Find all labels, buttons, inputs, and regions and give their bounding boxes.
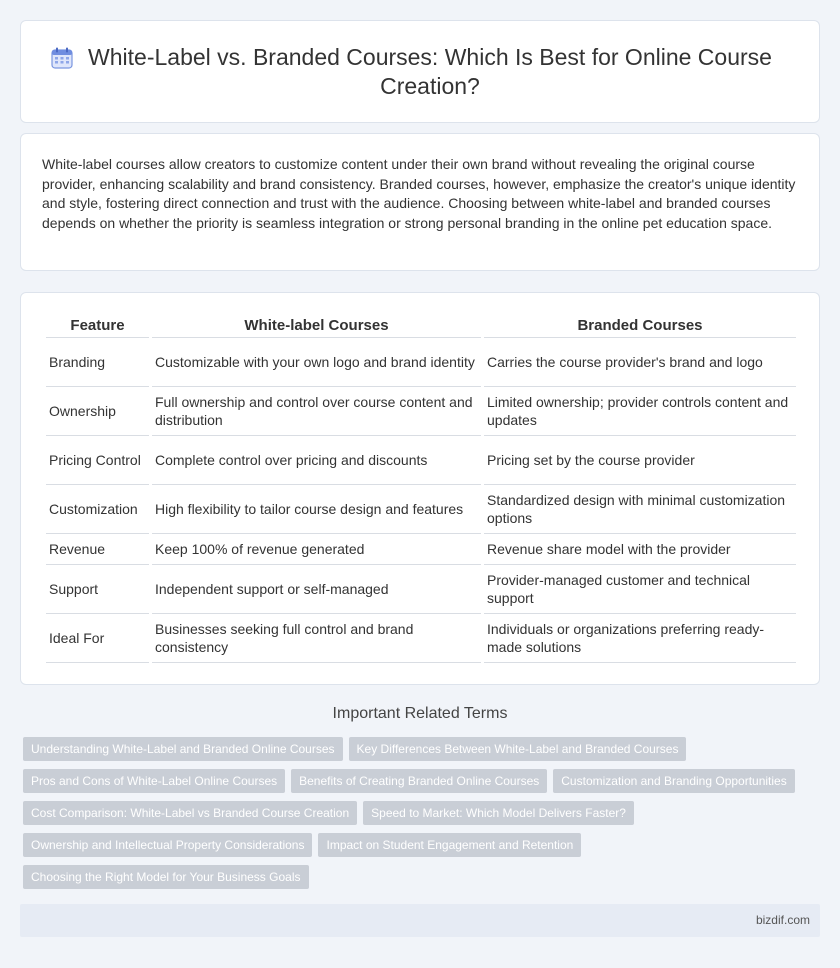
table-cell: Revenue share model with the provider	[484, 534, 796, 565]
table-row	[46, 387, 796, 436]
table-cell: Carries the course provider's brand and logo	[484, 338, 796, 387]
table-cell: Independent support or self-managed	[152, 565, 481, 614]
table-cell: Complete control over pricing and discounts	[152, 436, 481, 485]
header-feature: Feature	[46, 314, 149, 338]
related-term-link[interactable]: Understanding White-Label and Branded Online Courses	[23, 737, 343, 761]
comparison-card	[20, 292, 820, 685]
table-row	[46, 534, 796, 565]
related-term-link[interactable]: Choosing the Right Model for Your Business Goals	[23, 865, 309, 889]
title-card	[20, 20, 820, 123]
table-cell: Businesses seeking full control and brand consistency	[152, 614, 481, 663]
table-cell: Branding	[46, 338, 149, 387]
table-cell: Pricing set by the course provider	[484, 436, 796, 485]
related-term-link[interactable]: Cost Comparison: White-Label vs Branded Course Creation	[23, 801, 357, 825]
intro-card	[20, 133, 820, 271]
table-cell: Customization	[46, 485, 149, 534]
table-row	[46, 338, 796, 387]
related-term-link[interactable]: Key Differences Between White-Label and Branded Courses	[349, 737, 687, 761]
table-row	[46, 565, 796, 614]
related-terms-heading: Important Related Terms	[332, 705, 508, 722]
table-cell: Provider-managed customer and technical support	[484, 565, 796, 614]
table-cell: Customizable with your own logo and brand identity	[152, 338, 481, 387]
table-cell: Pricing Control	[46, 436, 149, 485]
table-cell: Revenue	[46, 534, 149, 565]
intro-paragraph: White-label courses allow creators to customize content under their own brand without revealing the original course provider, enhancing scalability and brand consistency. Branded courses, however, emphasize the creator's unique identity and style, fostering direct connection and trust with the audience. Choosing between white-label and branded courses depends on whether the priority is seamless integration or strong personal branding in the online pet education space.	[42, 156, 796, 231]
table-cell: High flexibility to tailor course design and features	[152, 485, 481, 534]
related-term-link[interactable]: Benefits of Creating Branded Online Courses	[291, 769, 547, 793]
table-row	[46, 614, 796, 663]
table-cell: Support	[46, 565, 149, 614]
table-cell: Individuals or organizations preferring ready-made solutions	[484, 614, 796, 663]
table-cell: Ideal For	[46, 614, 149, 663]
table-cell: Limited ownership; provider controls content and updates	[484, 387, 796, 436]
footer	[20, 904, 820, 937]
related-term-link[interactable]: Speed to Market: Which Model Delivers Faster?	[363, 801, 634, 825]
related-terms-list	[23, 737, 813, 889]
related-term-link[interactable]: Impact on Student Engagement and Retention	[318, 833, 581, 857]
footer-site-link[interactable]: bizdif.com	[755, 913, 810, 927]
table-row	[46, 485, 796, 534]
related-term-link[interactable]: Customization and Branding Opportunities	[553, 769, 794, 793]
table-cell: Ownership	[46, 387, 149, 436]
page-title: White-Label vs. Branded Courses: Which Is Best for Online Course Creation?	[88, 44, 772, 99]
comparison-table	[43, 314, 799, 663]
table-header-row	[46, 314, 796, 338]
table-cell: Keep 100% of revenue generated	[152, 534, 481, 565]
header-white-label: White-label Courses	[152, 314, 481, 338]
table-cell: Standardized design with minimal customization options	[484, 485, 796, 534]
header-branded: Branded Courses	[484, 314, 796, 338]
related-term-link[interactable]: Ownership and Intellectual Property Considerations	[23, 833, 312, 857]
related-term-link[interactable]: Pros and Cons of White-Label Online Courses	[23, 769, 285, 793]
table-cell: Full ownership and control over course content and distribution	[152, 387, 481, 436]
table-row	[46, 436, 796, 485]
